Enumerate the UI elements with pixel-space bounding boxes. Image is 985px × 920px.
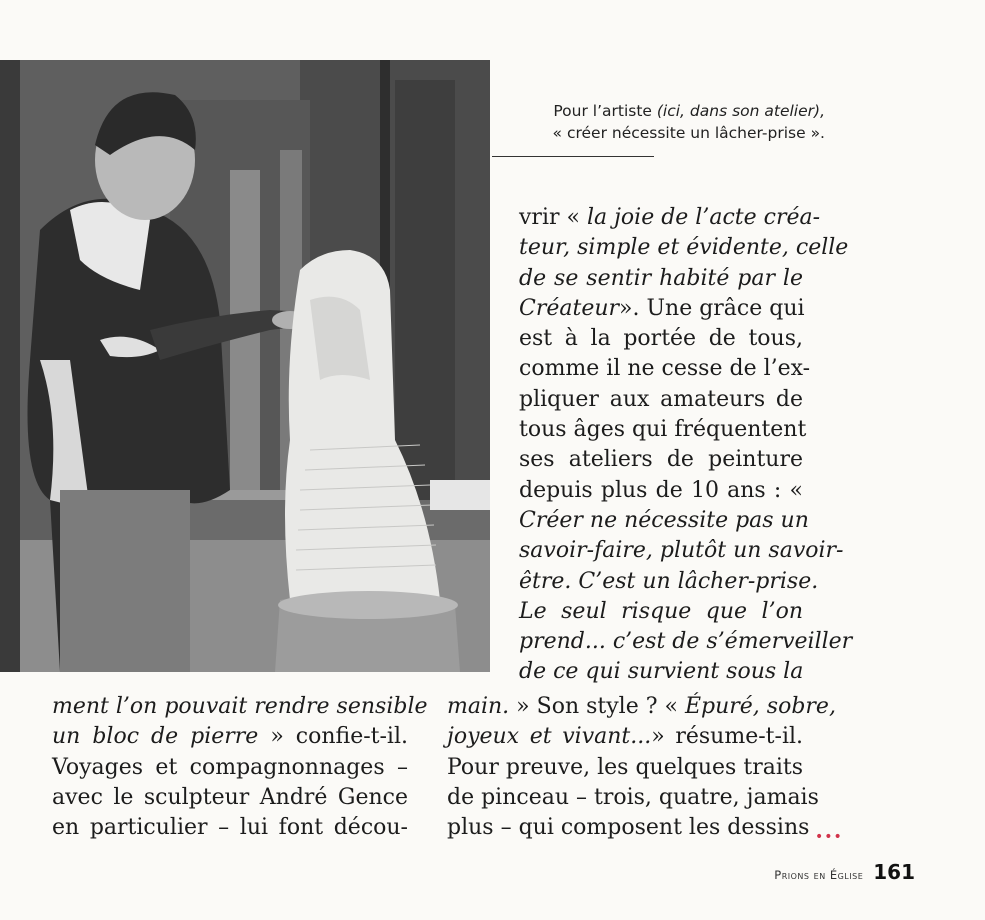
text-line bbox=[519, 536, 844, 566]
text-line bbox=[447, 813, 810, 843]
body-text: de pinceau – trois, quatre, jamais bbox=[447, 784, 819, 810]
artist-photo bbox=[0, 60, 490, 672]
text-line bbox=[519, 627, 853, 657]
text-line bbox=[519, 445, 803, 475]
text-line bbox=[52, 722, 408, 752]
italic-text: la joie de l’acte créa- bbox=[586, 205, 821, 230]
body-text: » résume-t-il. bbox=[651, 724, 804, 750]
text-line bbox=[519, 597, 803, 627]
text-line bbox=[52, 692, 428, 722]
italic-text: ment l’on pouvait rendre sensible bbox=[52, 694, 428, 719]
body-text: pliquer aux amateurs de bbox=[519, 386, 803, 412]
text-line bbox=[447, 783, 819, 813]
italic-text: Épuré, sobre, bbox=[684, 694, 836, 719]
text-line bbox=[519, 415, 807, 445]
text-line bbox=[519, 657, 803, 687]
italic-text: savoir-faire, plutôt un savoir- bbox=[519, 538, 844, 564]
italic-text: main. bbox=[447, 694, 517, 719]
body-text: » Son style ? « bbox=[516, 694, 685, 719]
body-text: en particulier – lui font décou- bbox=[52, 815, 408, 841]
body-text: ». Une grâce qui bbox=[619, 295, 805, 321]
italic-text: de ce qui survient sous la bbox=[519, 659, 804, 685]
body-text: depuis plus de 10 ans : « bbox=[519, 477, 803, 503]
text-line bbox=[447, 753, 803, 783]
page-number: 161 bbox=[873, 860, 915, 884]
italic-text: de se sentir habité par le bbox=[519, 265, 803, 291]
text-line bbox=[519, 476, 803, 506]
text-line bbox=[52, 753, 408, 783]
italic-text: joyeux et vivant... bbox=[447, 724, 652, 750]
text-line bbox=[519, 233, 849, 263]
text-line bbox=[519, 385, 803, 415]
italic-text: Créateur bbox=[519, 295, 620, 321]
italic-text: un bloc de pierre bbox=[52, 724, 271, 750]
right-column-text bbox=[519, 203, 853, 688]
italic-text: Créer ne nécessite pas un bbox=[519, 507, 809, 533]
text-line bbox=[52, 813, 408, 843]
body-text: tous âges qui fréquentent bbox=[519, 417, 807, 443]
italic-text: Le seul risque que l’on bbox=[519, 598, 803, 624]
caption-italic-text: (ici, dans son atelier), bbox=[656, 102, 825, 120]
artist-photo-image bbox=[0, 60, 490, 672]
text-line bbox=[447, 722, 803, 752]
caption-line-2: « créer nécessite un lâcher-prise ». bbox=[552, 124, 825, 142]
italic-text: être. C’est un lâcher-prise. bbox=[519, 568, 819, 594]
text-line bbox=[52, 783, 408, 813]
body-text: ses ateliers de peinture bbox=[519, 447, 803, 473]
text-line bbox=[519, 506, 809, 536]
body-text: est à la portée de tous, bbox=[519, 326, 803, 352]
magazine-name: Prions en Église bbox=[774, 868, 864, 882]
text-line bbox=[519, 203, 821, 233]
page-footer bbox=[774, 860, 915, 884]
text-line bbox=[519, 294, 803, 324]
italic-text: prend... c’est de s’émerveiller bbox=[519, 629, 853, 655]
text-line bbox=[519, 567, 819, 597]
continuation-dots: ••• bbox=[815, 829, 843, 845]
body-text: » confie-t-il. bbox=[270, 724, 408, 750]
photo-caption bbox=[505, 100, 825, 144]
body-text: plus – qui composent les dessins bbox=[447, 815, 810, 841]
body-text: avec le sculpteur André Gence bbox=[52, 784, 408, 810]
body-text: comme il ne cesse de l’ex- bbox=[519, 356, 811, 382]
text-line bbox=[519, 264, 803, 294]
left-column-text bbox=[52, 692, 428, 843]
caption-divider bbox=[492, 156, 654, 157]
caption-line-1 bbox=[505, 100, 825, 122]
body-text: Pour preuve, les quelques traits bbox=[447, 754, 803, 780]
text-line bbox=[519, 354, 811, 384]
right-column-lower-text bbox=[447, 692, 836, 843]
caption-text: Pour l’artiste bbox=[553, 102, 657, 120]
body-text: vrir « bbox=[519, 205, 587, 230]
body-text: Voyages et compagnonnages – bbox=[52, 754, 408, 780]
text-line bbox=[447, 692, 836, 722]
text-line bbox=[519, 324, 803, 354]
italic-text: teur, simple et évidente, celle bbox=[519, 235, 849, 261]
